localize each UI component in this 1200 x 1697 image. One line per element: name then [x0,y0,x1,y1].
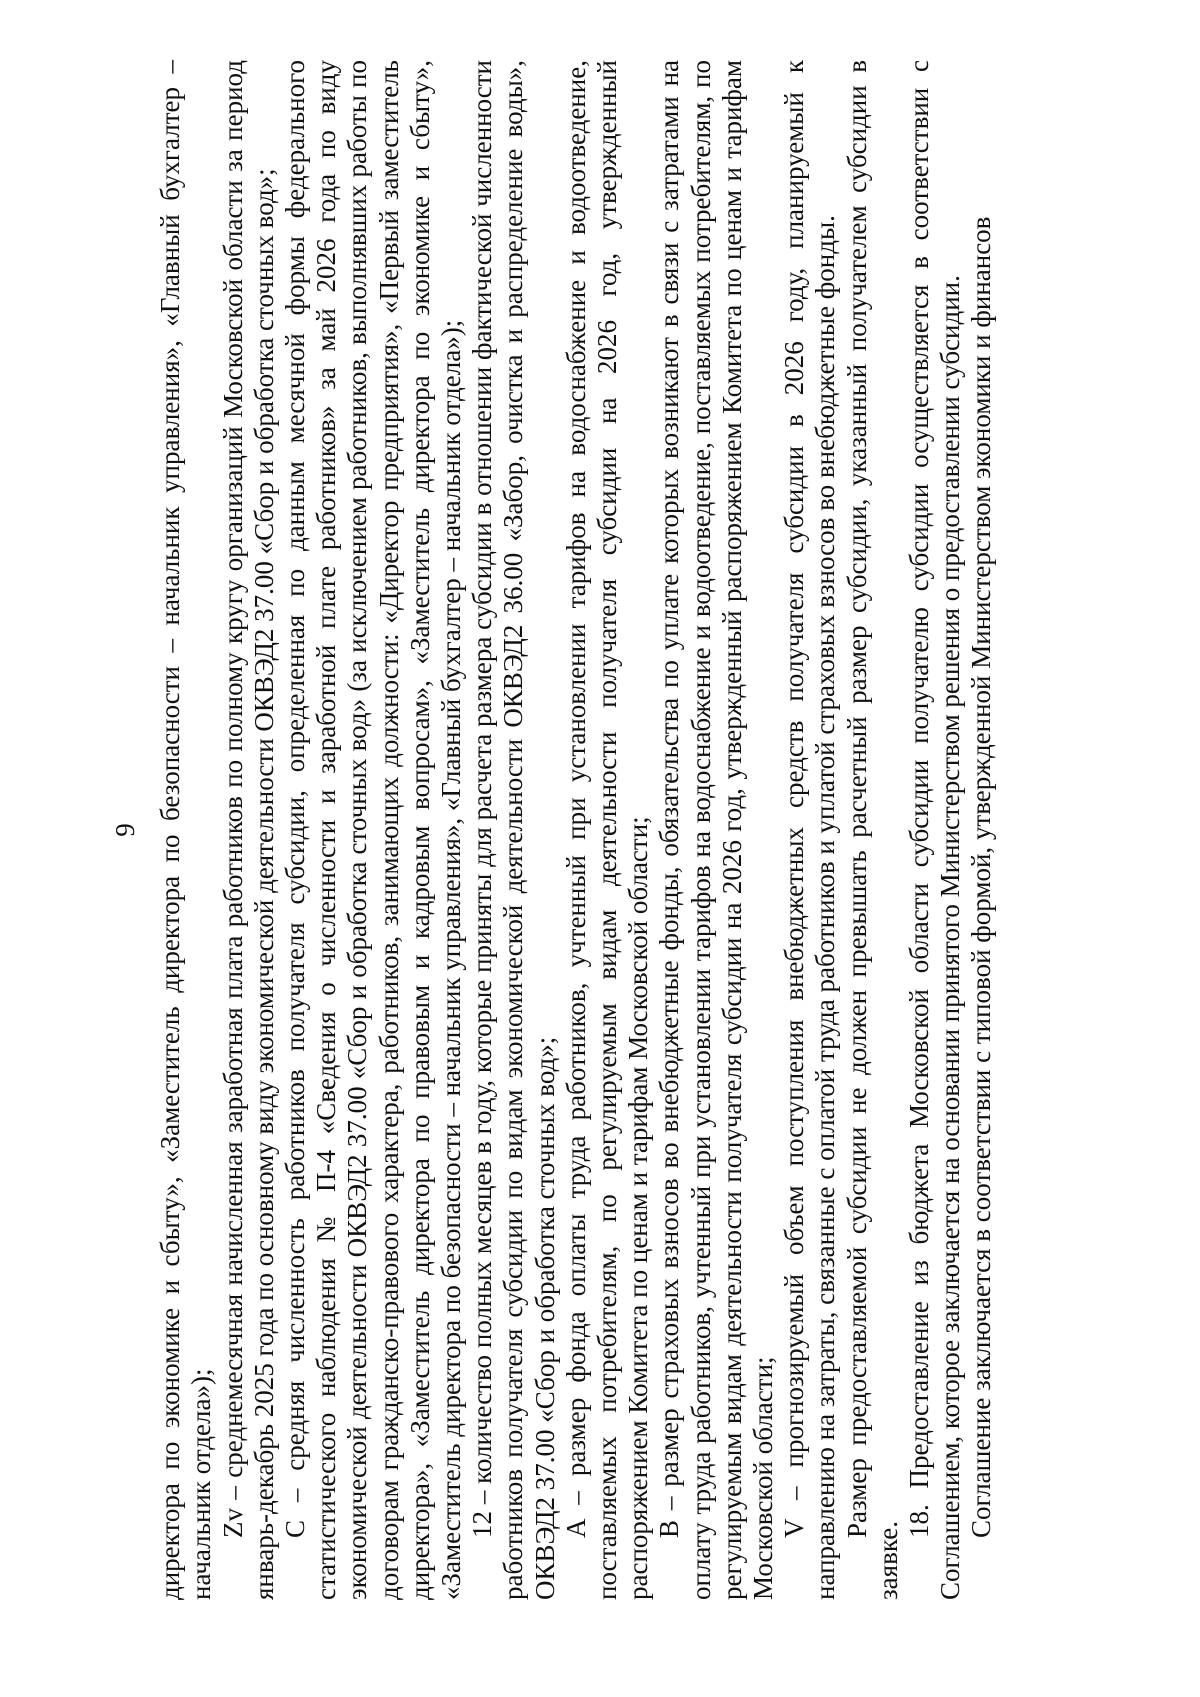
paragraph-zv-definition: Zv – среднемесячная начисленная заработная плата работников по полному кругу организаций Московской области за период январь-декабрь 2025 года по основному виду экономической деятельности ОКВЭД2 37.00 «Сбор и обработка сточных вод»; [217,60,279,1600]
page-number: 9 [110,823,140,837]
paragraph-b-definition: B – размер страховых взносов во внебюджетные фонды, обязательства по уплате которых возникают в связи с затратами на оплату труда работников, учтенный при установлении тарифов на водоснабжение и водоотведение, поставляемых потребителям, по регулируемым видам деятельности получателя субсидии на 2026 год, утвержденный распоряжением Комитета по ценам и тарифам Московской области; [654,60,779,1600]
rotated-text-block [110,60,1080,1600]
paragraph-agreement-form: Соглашение заключается в соответствии с типовой формой, утвержденной Министерством экономики и финансов [966,216,997,1538]
paragraph-continuation: директора по экономике и сбыту», «Заместитель директора по безопасности – начальник управления», «Главный бухгалтер – начальник отдела»); [155,60,217,1600]
paragraph-a-definition: A – размер фонда оплаты труда работников, учтенный при установлении тарифов на водоснабжение и водоотведение, поставляемых потребителям, по регулируемым видам деятельности получателя субсидии на 2026 год, утвержденный распоряжением Комитета по ценам и тарифам Московской области; [560,60,654,1600]
paragraph-subsidy-limit: Размер предоставляемой субсидии не должен превышать расчетный размер субсидии, указанный получателем субсидии в заявке. [841,60,903,1600]
paragraph-12-definition: 12 – количество полных месяцев в году, которые приняты для расчета размера субсидии в отношении фактической численности работников получателя субсидии по видам экономической деятельности ОКВЭД2 36.00 «Забор, очистка и распределение воды», ОКВЭД2 37.00 «Сбор и обработка сточных вод»; [467,60,560,1600]
paragraph-v-definition: V – прогнозируемый объем поступления внебюджетных средств получателя субсидии в 2026 году, планируемый к направлению на затраты, связанные с оплатой труда работников и уплатой страховых взносов во внебюджетные фонды. [779,60,841,1600]
paragraph-clause-18: 18. Предоставление из бюджета Московской области субсидии получателю субсидии осуществляется в соответствии с Соглашением, которое заключается на основании принятого Министерством решения о предоставлении субсидии. [904,60,966,1600]
paragraph-c-definition: C – средняя численность работников получателя субсидии, определенная по данным месячной формы федерального статистического наблюдения № П-4 «Сведения о численности и заработной плате работников» за май 2026 года по виду экономической деятельности ОКВЭД2 37.00 «Сбор и обработка сточных вод» (за исключением работников, выполнявших работы по договорам гражданско-правового характера, работников, занимающих должности: «Директор предприятия», «Первый заместитель директора», «Заместитель директора по правовым и кадровым вопросам», «Заместитель директора по экономике и сбыту», «Заместитель директора по безопасности – начальник управления», «Главный бухгалтер – начальник отдела»); [280,60,467,1600]
